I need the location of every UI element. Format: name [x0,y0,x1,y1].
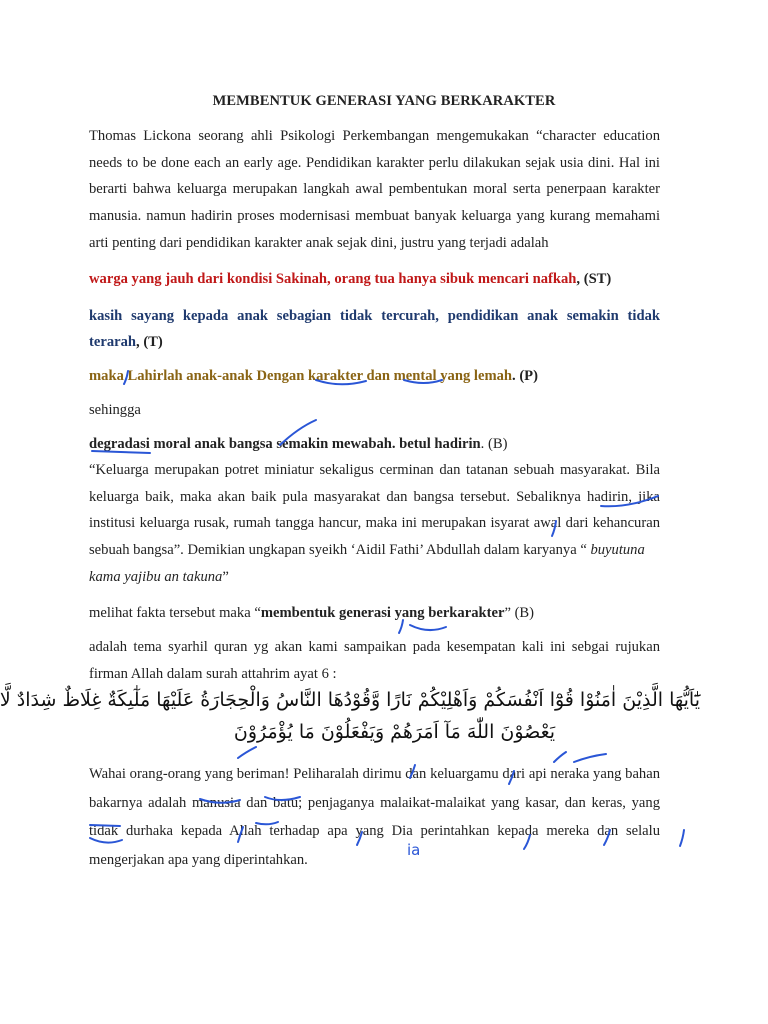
st-line [89,266,660,293]
quote-line: keluarga baik, maka akan baik pula masyarakat dan bangsa tersebut. Sebaliknya hadirin, jika [89,488,660,505]
p-line [89,363,660,390]
b2-before: melihat fakta tersebut maka “ [89,605,261,621]
theme-paragraph [89,634,660,687]
b1-line [89,431,660,458]
quote-italic: kama yajibu an takuna [89,568,223,585]
intro-line: Thomas Lickona seorang ahli Psikologi Perkembangan mengemukakan “character education [89,128,660,144]
quote-close: ” [222,568,229,585]
b1-tag: . (B) [480,436,508,452]
st-text: warga yang jauh dari kondisi Sakinah, orang tua hanya sibuk mencari nafkah [89,271,577,287]
arabic-verse [0,684,700,748]
theme-line: adalah tema syarhil quran yg akan kami sampaikan pada kesempatan kali ini sebgai rujukan [89,639,660,655]
b2-after: ” (B) [504,605,535,621]
intro-line: manusia. namun hadirin proses modernisasi membuat banyak keluarga yang kurang memahami [89,208,660,225]
translation-paragraph [89,760,660,874]
quote-italic: buyutuna [590,542,645,559]
ink-mark [680,830,684,846]
intro-line: berarti bahwa keluarga merupakan langkah awal pembentukan moral serta penerpaan karakter [89,181,660,198]
quote-line: “Keluarga merupakan potret miniatur sekaligus cerminan dan tatanan sebuah masyarakat. Bila [89,462,660,478]
b2-bold: membentuk generasi yang berkarakter [260,605,505,621]
t-line-1: kasih sayang kepada anak sebagian tidak tercurah, pendidikan anak semakin tidak [89,308,660,324]
b2-line [89,600,660,627]
b1-text: degradasi moral anak bangsa semakin mewabah. betul hadirin [89,436,481,452]
p-tag: . (P) [512,368,538,384]
theme-line: firman Allah dalam surah attahrim ayat 6 : [89,665,337,682]
st-tag: , (ST) [576,271,612,287]
arabic-line: يَٰٓاَيُّهَا الَّذِيْنَ اٰمَنُوْا قُوْٓا اَنْفُسَكُمْ وَاَهْلِيْكُمْ نَارًا وَّقُوْدُهَا النَّاسُ وَالْحِجَارَةُ عَلَيْهَا مَلٰٓىِكَةٌ غِلَاظٌ شِدَادٌ لَّا [0,689,700,711]
intro-paragraph [89,123,660,257]
document-title: MEMBENTUK GENERASI YANG BERKARAKTER [212,93,556,109]
sehingga-line [89,397,660,424]
arabic-line: يَعْصُوْنَ اللّٰهَ مَآ اَمَرَهُمْ وَيَفْعَلُوْنَ مَا يُؤْمَرُوْنَ [233,721,556,743]
translation-line: Wahai orang-orang yang beriman! Peliharalah dirimu dan keluargamu dari api neraka yang bahan [89,766,660,782]
intro-line: arti penting dari pendidikan karakter anak sejak dini, justru yang terjadi adalah [89,234,549,251]
quote-paragraph [89,457,660,591]
p-text: maka Lahirlah anak-anak Dengan karakter dan mental yang lemah [89,368,513,384]
ink-mark [238,747,256,758]
intro-line: needs to be done each an early age. Pendidikan karakter perlu dilakukan sejak usia dini. Hal ini [89,154,660,171]
t-paragraph [89,303,660,355]
translation-line: tidak durhaka kepada Allah terhadap apa yang Dia perintahkan kepada mereka dan selalu [89,823,660,839]
sehingga-text: sehingga [89,402,141,418]
translation-line: bakarnya adalah manusia dan batu; penjaganya malaikat-malaikat yang kasar, dan keras, yang [89,794,660,811]
t-tag: , (T) [136,334,163,350]
ink-note: ia [407,841,421,859]
quote-line: sebuah bangsa”. Demikian ungkapan syeikh ‘Aidil Fathi’ Abdullah dalam karyanya “ [89,542,591,559]
translation-line: mengerjakan apa yang diperintahkan. [89,851,308,868]
quote-line: institusi keluarga rusak, rumah tangga hancur, maka ini merupakan isyarat awal dari kehancuran [89,515,660,532]
t-line-2: terarah [89,334,137,350]
